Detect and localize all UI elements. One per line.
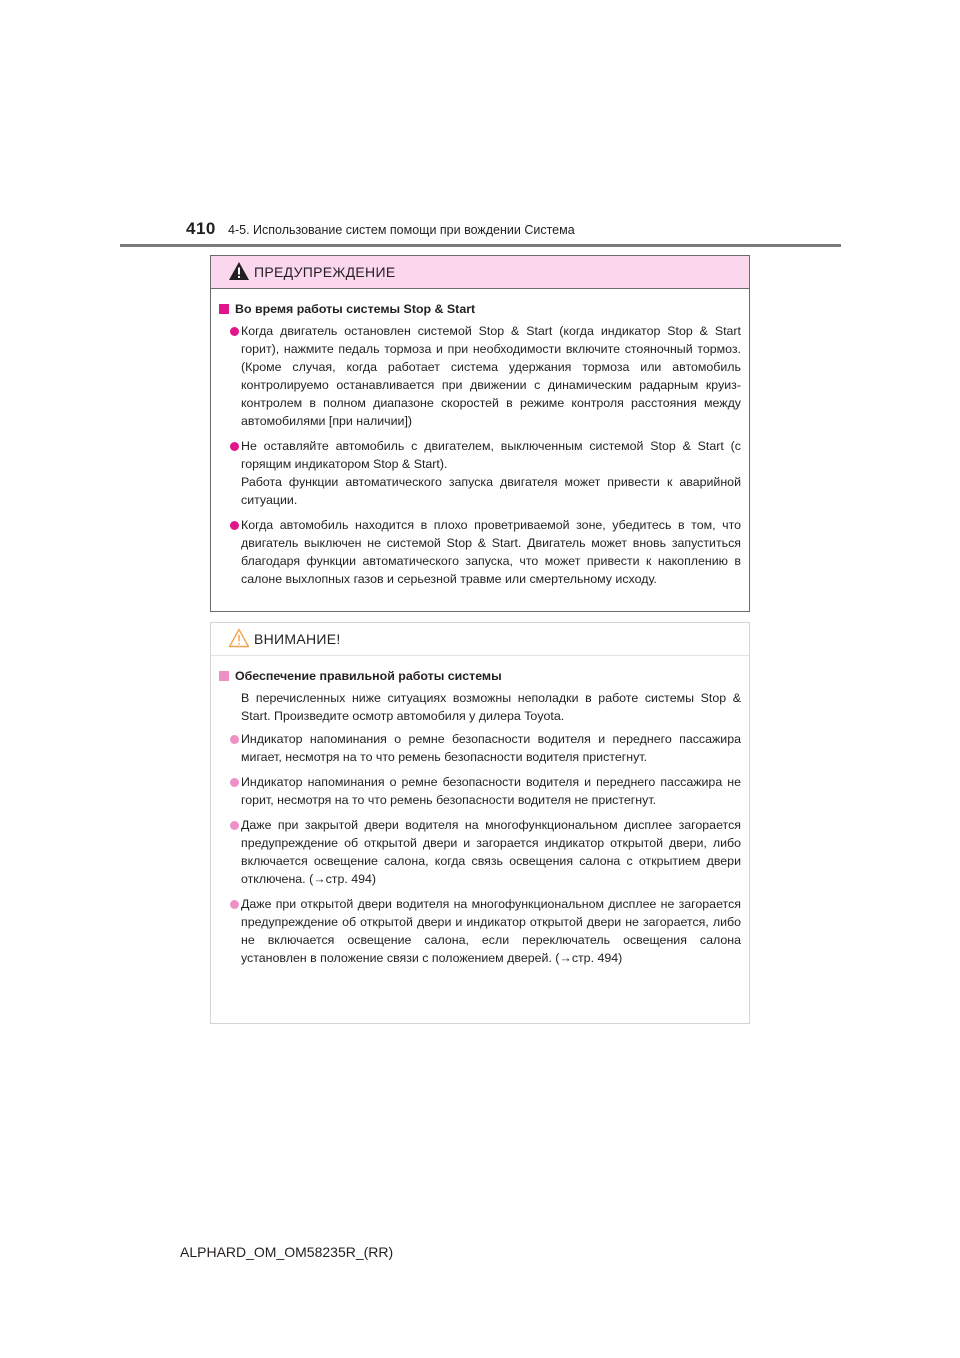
caution-box-body xyxy=(211,656,749,967)
caution-title: ВНИМАНИЕ! xyxy=(254,631,341,647)
warning-section-heading-text: Во время работы системы Stop & Start xyxy=(235,302,476,316)
caution-intro: В перечисленных ниже ситуациях возможны неполадки в работе системы Stop & Start. Произведите осмотр автомобиля у дилера Toyota. xyxy=(241,691,741,723)
caution-item-text: Индикатор напоминания о ремне безопасности водителя и переднего пассажира не горит, несмотря на то что ремень безопасности водителя не пристегнут. xyxy=(241,775,741,807)
caution-item-text: Даже при открытой двери водителя на многофункциональном дисплее не загорается предупреждение об открытой двери и индикатор открытой двери не загорается, либо не включается освещение салона, если переключатель освещения салона установлен в положение связи с положением дверей. (→стр. 494) xyxy=(241,897,741,965)
document-code: ALPHARD_OM_OM58235R_(RR) xyxy=(180,1244,394,1260)
warning-item-text: Когда автомобиль находится в плохо проветриваемой зоне, убедитесь в том, что двигатель выключен не системой Stop & Start. Двигатель может вновь запуститься благодаря функции автоматического запуска, что может привести к накоплению в салоне выхлопных газов и серьезной травме или смертельному исходу. xyxy=(241,518,741,586)
circle-bullet-icon xyxy=(230,900,239,909)
warning-box-header xyxy=(211,256,749,289)
page-header xyxy=(120,219,841,245)
circle-bullet-icon xyxy=(230,521,239,530)
warning-box xyxy=(210,255,750,612)
warning-item-text: Не оставляйте автомобиль с двигателем, выключенным системой Stop & Start (с горящим индикатором Stop & Start). Работа функции автоматического запуска двигателя может привести к аварийной ситуации. xyxy=(241,439,741,507)
caution-item-text: Даже при закрытой двери водителя на многофункциональном дисплее загорается предупреждение об открытой двери и загорается индикатор открытой двери, либо включается освещение салона, когда связь освещения салона с открытием двери отключена. (→стр. 494) xyxy=(241,818,741,886)
caution-list-item xyxy=(219,730,741,766)
circle-bullet-icon xyxy=(230,442,239,451)
caution-section-heading-text: Обеспечение правильной работы системы xyxy=(235,669,502,683)
square-bullet-icon xyxy=(219,304,229,314)
caution-triangle-icon xyxy=(228,628,250,648)
warning-list-item xyxy=(219,516,741,588)
warning-list-item xyxy=(219,322,741,430)
page-number: 410 xyxy=(186,219,216,238)
caution-box xyxy=(210,622,750,1024)
caution-section-heading xyxy=(219,667,741,685)
caution-list-item xyxy=(219,773,741,809)
square-bullet-icon xyxy=(219,671,229,681)
circle-bullet-icon xyxy=(230,778,239,787)
header-rule xyxy=(120,244,841,247)
circle-bullet-icon xyxy=(230,735,239,744)
warning-triangle-icon xyxy=(228,261,250,281)
section-title: 4-5. Использование систем помощи при вождении Система xyxy=(228,223,575,237)
circle-bullet-icon xyxy=(230,327,239,336)
warning-item-text: Когда двигатель остановлен системой Stop & Start (когда индикатор Stop & Start горит), нажмите педаль тормоза и при необходимости включите стояночный тормоз. (Кроме случая, когда работает система удержания тормоза или автомобиль контролируемо останавливается при движении с динамическим радарным круиз-контролем в полном диапазоне скоростей в режиме контроля расстояния между автомобилями [при наличии]) xyxy=(241,324,741,428)
caution-box-header xyxy=(211,623,749,656)
caution-list-item xyxy=(219,895,741,967)
warning-box-body xyxy=(211,289,749,588)
caution-list-item xyxy=(219,816,741,888)
circle-bullet-icon xyxy=(230,821,239,830)
warning-title: ПРЕДУПРЕЖДЕНИЕ xyxy=(254,264,396,280)
caution-item-text: Индикатор напоминания о ремне безопасности водителя и переднего пассажира мигает, несмотря на то что ремень безопасности водителя пристегнут. xyxy=(241,732,741,764)
warning-list-item xyxy=(219,437,741,509)
warning-section-heading xyxy=(219,300,741,318)
